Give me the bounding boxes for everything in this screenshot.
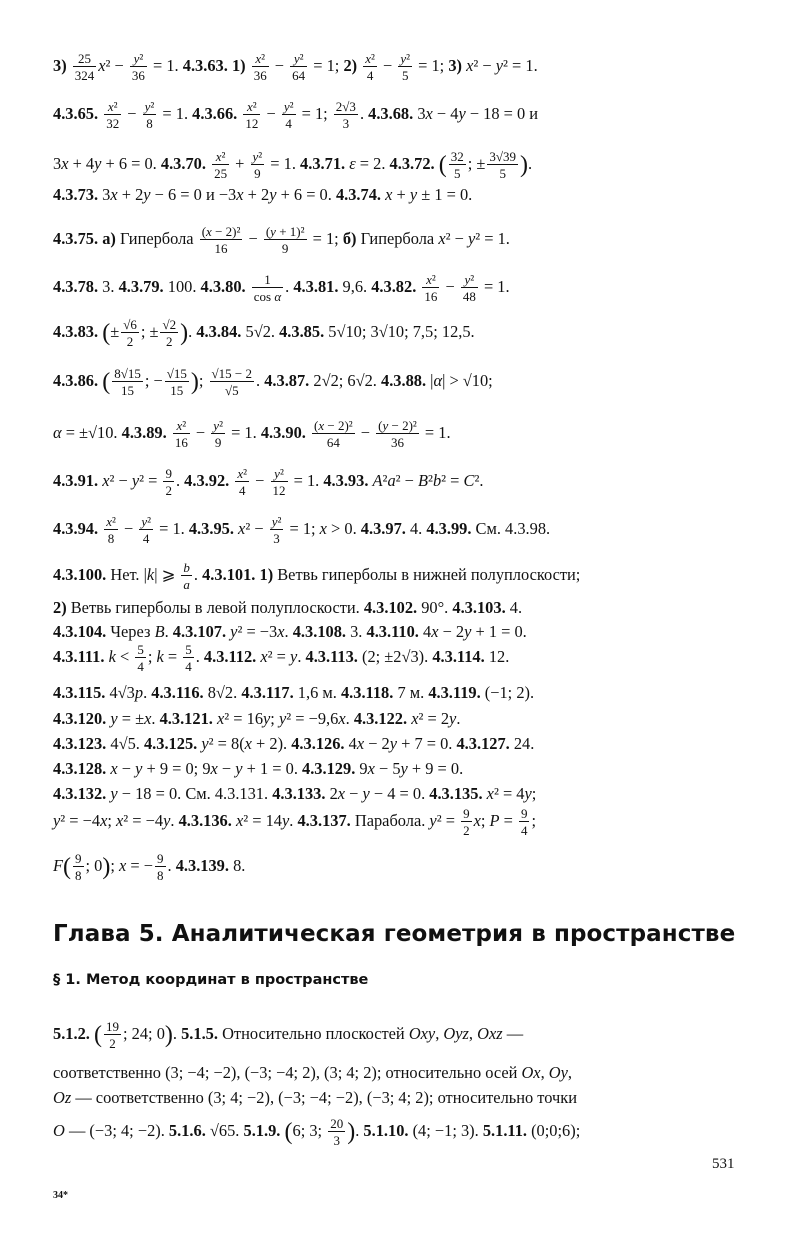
answer-line-7: 4.3.83. (± $\frac{√6}{2}$ ; ± $\frac{√2}{2}$ ). 4.3.84. 5√2. 4.3.85. 5√10; 3√10; 7,5; 12,5. [53, 317, 475, 349]
answer-line-2: 4.3.65. $\frac{\text{x²}}{32}$ − $\frac{\text{y²}}{8}$ = 1. 4.3.66. $\frac{\text{x²}}{12}$ − $\frac{\text{y²}}{4}$ = 1; $\frac{2√3}{3}$ . 4.3.68. 3x − 4y − 18 = 0 и [53, 99, 539, 131]
answer-line-3: 3x + 4y + 6 = 0. 4.3.70. $\frac{\text{x²}}{25}$ + $\frac{\text{y²}}{9}$ = 1. 4.3.71. ε = 2. 4.3.72. ( $\frac{32}{5}$ ; ± $\frac{3√39}{5}$ ). [53, 149, 533, 181]
answer-line-11: 4.3.94. $\frac{\text{x²}}{8}$ − $\frac{\text{y²}}{4}$ = 1. 4.3.95. x² − $\frac{\text{y²}}{3}$ = 1; x > 0. 4.3.97. 4. 4.3.99. См. 4.3.98. [53, 514, 551, 546]
answer-line-24: соответственно (3; −4; −2), (−3; −4; 2), (3; 4; 2); относительно осей Ox, Oy, [53, 1063, 573, 1082]
answer-line-22: F( $\frac{9}{8}$ ; 0); x = − $\frac{9}{8}$ . 4.3.139. 8. [53, 851, 246, 883]
answer-line-20: 4.3.132. y − 18 = 0. См. 4.3.131. 4.3.133. 2x − y − 4 = 0. 4.3.135. x² = 4y; [53, 784, 537, 803]
answer-line-5: 4.3.75. а) Гипербола $\frac{\text{(x − 2)²}}{16}$ − $\frac{\text{(y + 1)²}}{9}$ = 1; б) Гипербола x² − y² = 1. [53, 224, 510, 256]
chapter-title: Глава 5. Аналитическая геометрия в пространстве [53, 921, 736, 947]
answer-line-19: 4.3.128. x − y + 9 = 0; 9x − y + 1 = 0. 4.3.129. 9x − 5y + 9 = 0. [53, 759, 464, 778]
signature-mark: 34* [53, 1190, 68, 1201]
answer-line-4: 4.3.73. 3x + 2y − 6 = 0 и −3x + 2y + 6 = 0. 4.3.74. x + y ± 1 = 0. [53, 185, 473, 204]
answer-line-1: 3) $\frac{25}{324}$ x² − $\frac{\text{y²}}{36}$ = 1. 4.3.63. 1) $\frac{\text{x²}}{36}$ − $\frac{\text{y²}}{64}$ = 1; 2) $\frac{\text{x²}}{4}$ − $\frac{\text{y²}}{5}$ = 1; 3) x² − y² = 1. [53, 51, 538, 83]
answer-line-6: 4.3.78. 3. 4.3.79. 100. 4.3.80. $\frac{1}{\text{cos α}}$ . 4.3.81. 9,6. 4.3.82. $\frac{\text{x²}}{16}$ − $\frac{\text{y²}}{48}$ = 1. [53, 272, 510, 304]
answer-line-12: 4.3.100. Нет. |k| ⩾ $\frac{b}{a}$ . 4.3.101. 1) Ветвь гиперболы в нижней полуплоскости; [53, 560, 581, 592]
answer-line-14: 4.3.104. Через B. 4.3.107. y² = −3x. 4.3.108. 3. 4.3.110. 4x − 2y + 1 = 0. [53, 622, 527, 641]
answer-line-10: 4.3.91. x² − y² = $\frac{9}{2}$ . 4.3.92. $\frac{\text{x²}}{4}$ − $\frac{\text{y²}}{12}$ = 1. 4.3.93. A²a² − B²b² = C². [53, 466, 484, 498]
answer-line-21: y² = −4x; x² = −4y. 4.3.136. x² = 14y. 4.3.137. Парабола. y² = $\frac{9}{2}$ x; P = $\frac{9}{4}$ ; [53, 806, 537, 838]
answer-line-26: O — (−3; 4; −2). 5.1.6. √65. 5.1.9. (6; 3; $\frac{20}{3}$ ). 5.1.10. (4; −1; 3). 5.1.11. (0;0;6); [53, 1116, 581, 1148]
answer-line-16: 4.3.115. 4√3p. 4.3.116. 8√2. 4.3.117. 1,6 м. 4.3.118. 7 м. 4.3.119. (−1; 2). [53, 683, 535, 702]
answer-line-8: 4.3.86. ( $\frac{8√15}{15}$ ; − $\frac{√15}{15}$ ); $\frac{√15 - 2}{√5}$ . 4.3.87. 2√2; 6√2. 4.3.88. |α| > √10; [53, 366, 493, 398]
section-title: § 1. Метод координат в пространстве [53, 972, 369, 988]
answer-line-25: Oz — соответственно (3; 4; −2), (−3; −4; −2), (−3; 4; 2); относительно точки [53, 1088, 577, 1107]
answer-line-18: 4.3.123. 4√5. 4.3.125. y² = 8(x + 2). 4.3.126. 4x − 2y + 7 = 0. 4.3.127. 24. [53, 734, 535, 753]
answer-line-13: 2) Ветвь гиперболы в левой полуплоскости. 4.3.102. 90°. 4.3.103. 4. [53, 598, 523, 617]
answer-line-15: 4.3.111. k < $\frac{5}{4}$ ; k = $\frac{5}{4}$ . 4.3.112. x² = y. 4.3.113. (2; ±2√3). 4.3.114. 12. [53, 642, 510, 674]
answer-line-23: 5.1.2. ( $\frac{19}{2}$ ; 24; 0). 5.1.5. Относительно плоскостей Oxy, Oyz, Oxz — [53, 1019, 524, 1051]
answer-line-17: 4.3.120. y = ±x. 4.3.121. x² = 16y; y² = −9,6x. 4.3.122. x² = 2y. [53, 709, 461, 728]
page-number: 531 [712, 1156, 735, 1172]
answer-line-9: α = ±√10. 4.3.89. $\frac{\text{x²}}{16}$ − $\frac{\text{y²}}{9}$ = 1. 4.3.90. $\frac{\text{(x − 2)²}}{64}$ − $\frac{\text{(y − 2)²}}{36}$ = 1. [53, 418, 451, 450]
